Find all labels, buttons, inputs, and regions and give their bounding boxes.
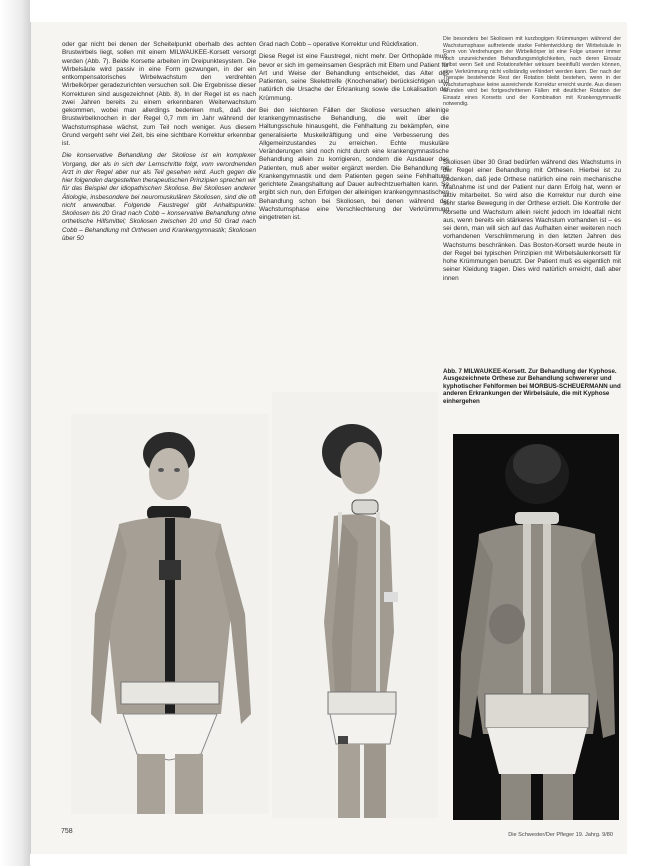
paragraph: Skoliosen über 30 Grad bedürfen während des Wachstums in der Regel einer Behandlung mit Orthesen. Hierbei ist zu bedenken, daß jede Orthese natürlich eine rein mechanische Maßnahme ist und der Patient nur dann Erfolg hat, wenn er aktiv mitarbeitet. So wird also die Korrektur nur durch eine sehr starke Bewegung in der Orthese erzielt. Die Kontrolle der Korsette und Wachstum allein reicht jedoch im Idealfall nicht aus, wenn bereits ein stärkeres Wachstum vorhanden ist – es sei denn, man will sich auf das Aufhalten einer weiteren noch vorhandenen Verschlimmerung in den letzten Jahren des Wachstums beschränken. Das Boston-Korsett wurde heute in der Regel bei typischen Prinzipien mit Wirbelsäulenkorsett für hohe Krümmungen benutzt. Der Patient muß es eigentlich mit seiner Kleidung tragen. Dies wird natürlich erreicht, daß aber innen: [443, 159, 621, 282]
scan-edge: [0, 0, 30, 866]
text-column-2: [259, 41, 449, 405]
journal-footer: Die Schwester/Der Pfleger 19. Jahrg. 9/80: [508, 832, 613, 838]
text-column-3-small: [443, 36, 621, 164]
paragraph: Diese Regel ist eine Faustregel, nicht mehr. Der Orthopäde muß, bevor er sich im gemeinsamen Gespräch mit Eltern und Patient für Art und Weise der Behandlung entscheidet, das Alter des Patienten, seine Skelettreife (Knochenalter) berücksichtigen und natürlich die Ursache der Erkrankung sowie die Lokalisation der Krümmung.: [259, 53, 449, 102]
paragraph: Die besonders bei Skoliosen mit kurzbogigen Krümmungen während der Wachstumsphase auftretende starke Fehlentwicklung der Wirbelsäule in Form von Verdrehungen der Wirbelkörper ist eine Folge unserer immer noch unzureichenden Behandlungsmöglichkeiten, nach deren Einsatz selbst wenn Seit und Rotationsfehler wirksam beeinflußt werden können, eine Verkrümmung nicht vollständig verhindert werden kann. Der nach der Therapie bestehende Rest der Rotation bleibt bestehen, wenn in der Wachstumsphase keine ausreichende Korrektur erreicht wurde. Aus diesen Gründen wird bei fortgeschrittenen Fällen mit deutlicher Rotation der Einsatz eines Korsetts und der Kombination mit Krankengymnastik notwendig.: [443, 36, 621, 108]
figure-caption: Abb. 7 MILWAUKEE-Korsett. Zur Behandlung der Kyphose. Ausgezeichnete Orthese zur Behandlung schwererer und kyphotischer Fehlformen bei MORBUS-SCHEUERMANN und anderen Erkrankungen der Wirbelsäule, die mit Kyphose einhergehen: [443, 368, 621, 405]
paragraph: Die konservative Behandlung der Skoliose ist ein komplexer Vorgang, der als in sich der Lernschritte folgt, vom verordnenden Arzt in der Regel aber nur als Teil gesehen wird. Auch gegen die hier folgenden dargestellten therapeutischen Prinzipien sprechen wir für das Beispiel der idiopathischen Skoliose. Bei Skoliosen anderer Ätiologie, insbesondere bei neuromuskulären Skoliosen, sind die oft nicht anwendbar. Folgende Faustregel gibt Anhaltspunkte: Skoliosen bis 20 Grad nach Cobb – konservative Behandlung ohne orthetische Hilfsmittel; Skoliosen zwischen 20 und 50 Grad nach Cobb – Behandlung mit Orthesen und Krankengymnastik; Skoliosen über 50: [62, 152, 256, 242]
text-column-3: [443, 159, 621, 379]
paragraph: oder gar nicht bei denen der Scheitelpunkt oberhalb des achten Brustwirbels liegt, sollen mit einem MILWAUKEE-Korsett versorgt werden (Abb. 7). Beide Korsette arbeiten im Dreipunktesystem. Die Wirbelsäule wird passiv in eine Form gezwungen, in der ein entkompensatorisches Wirbelwachstum den verdrehten Wirbelkörper geradezurichten versuchen soll. Die Ergebnisse dieser Korrekturen sind ausgezeichnet (Abb. 8). In der Regel ist es nach zwei Jahren bereits zu einem erkennbaren Weiterwachstum gekommen, wobei man allerdings bedenken muß, daß der Brustwirbelknochen in der Regel 0,7 mm im Jahr während der Wachstumsphase wächst, zum Teil noch weniger. Aus diesem Grund vergeht sehr viel Zeit, bis eine sichtbare Korrektur erkennbar ist.: [62, 41, 256, 147]
text-column-1: [62, 41, 256, 413]
photo-front-view: [71, 414, 269, 814]
paragraph: Grad nach Cobb – operative Korrektur und Rückfixation.: [259, 41, 419, 48]
paragraph: Bei den leichteren Fällen der Skoliose versuchen alleinige krankengymnastische Behandlung, die weit über die Haltungsschule hinausgeht, die Fehlhaltung zu bekämpfen, eine generalisierte Muskelkräftigung und eine Verbesserung des Allgemeinzustandes zu erreichen. Echte muskuläre Veränderungen sind noch nicht durch eine krankengymnastische Behandlung allein zu korrigieren, sondern die Ausdauer des Patienten, muß aber weiter ergänzt werden. Die Behandlung mit Krankengymnastik und dem Patienten gegen seine Fehlhaltung gerichtete Zwangshaltung auf Dauer aufrechtzuerhalten kann. So ergibt sich nun, den Erfolgen der alleinigen krankengymnastischen Behandlung schon bei Skoliosen, bei denen während der Wachstumsphase eine Verschlechterung der Verkrümmung eingetreten ist.: [259, 106, 449, 221]
journal-page: [30, 22, 627, 854]
photo-back-view: [453, 434, 619, 820]
page-number: 758: [61, 828, 73, 835]
photo-side-view: [272, 392, 438, 818]
